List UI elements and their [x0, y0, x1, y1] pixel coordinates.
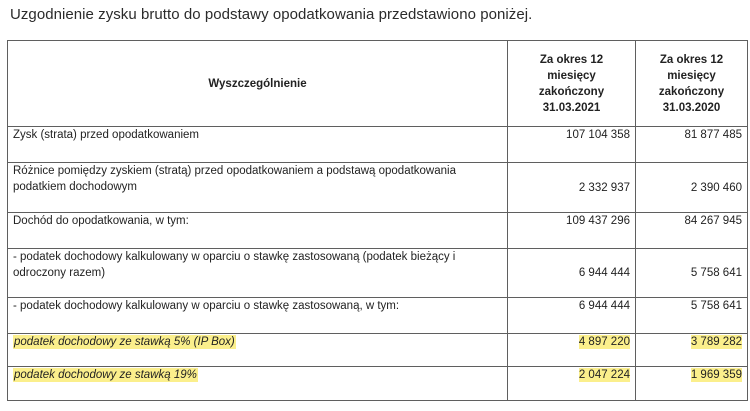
- row-label-income-tax-current-deferred: - podatek dochodowy kalkulowany w oparciu o stawkę zastosowaną (podatek bieżący i odroczony razem): [8, 249, 508, 298]
- table-row: [8, 127, 748, 163]
- row-label-tax-19-percent: [8, 367, 508, 401]
- header-2020-line: miesięcy: [667, 69, 716, 82]
- row-value-2020: 5 758 641: [636, 298, 748, 334]
- row-value-2020: 84 267 945: [636, 213, 748, 249]
- table-row-highlighted: [8, 334, 748, 367]
- highlighted-label: podatek dochodowy ze stawką 19%: [14, 369, 197, 381]
- highlighted-value: 3 789 282: [690, 336, 742, 348]
- row-value-2021: 6 944 444: [508, 249, 636, 298]
- highlighted-value: 4 897 220: [578, 336, 630, 348]
- row-value-2020: 5 758 641: [636, 249, 748, 298]
- table-row: [8, 298, 748, 334]
- table-row: [8, 163, 748, 213]
- table-row: [8, 213, 748, 249]
- header-2020-line: Za okres 12: [659, 53, 724, 66]
- table-row-highlighted: [8, 367, 748, 401]
- row-value-2020: 81 877 485: [636, 127, 748, 163]
- header-2020-line: 31.03.2020: [662, 101, 721, 114]
- column-header-2021: [508, 41, 636, 127]
- row-value-2021: 6 944 444: [508, 298, 636, 334]
- row-value-2020: [636, 367, 748, 401]
- column-header-2020: [636, 41, 748, 127]
- intro-text: Uzgodnienie zysku brutto do podstawy opodatkowania przedstawiono poniżej.: [10, 6, 533, 23]
- row-value-2021: [508, 367, 636, 401]
- highlighted-value: 2 047 224: [578, 369, 630, 381]
- column-header-description: Wyszczególnienie: [8, 41, 508, 127]
- row-label-tax-5-percent: [8, 334, 508, 367]
- header-2021-line: zakończony: [538, 85, 605, 98]
- table-row: [8, 249, 748, 298]
- row-value-2021: 2 332 937: [508, 163, 636, 213]
- header-2020-line: zakończony: [658, 85, 725, 98]
- highlighted-value: 1 969 359: [690, 369, 742, 381]
- row-value-2021: 109 437 296: [508, 213, 636, 249]
- table-header-row: [8, 41, 748, 127]
- row-value-2021: 107 104 358: [508, 127, 636, 163]
- row-value-2020: 2 390 460: [636, 163, 748, 213]
- row-value-2021: [508, 334, 636, 367]
- row-label-taxable-income: Dochód do opodatkowania, w tym:: [8, 213, 508, 249]
- tax-reconciliation-table: [7, 40, 748, 401]
- row-label-differences: Różnice pomiędzy zyskiem (stratą) przed opodatkowaniem a podstawą opodatkowania podatkiem dochodowym: [8, 163, 508, 213]
- row-label-income-tax-including: - podatek dochodowy kalkulowany w oparciu o stawkę zastosowaną, w tym:: [8, 298, 508, 334]
- header-2021-line: miesięcy: [547, 69, 596, 82]
- row-value-2020: [636, 334, 748, 367]
- highlighted-label: podatek dochodowy ze stawką 5% (IP Box): [14, 336, 235, 348]
- row-label-profit-before-tax: Zysk (strata) przed opodatkowaniem: [8, 127, 508, 163]
- header-2021-line: Za okres 12: [539, 53, 604, 66]
- header-2021-line: 31.03.2021: [542, 101, 601, 114]
